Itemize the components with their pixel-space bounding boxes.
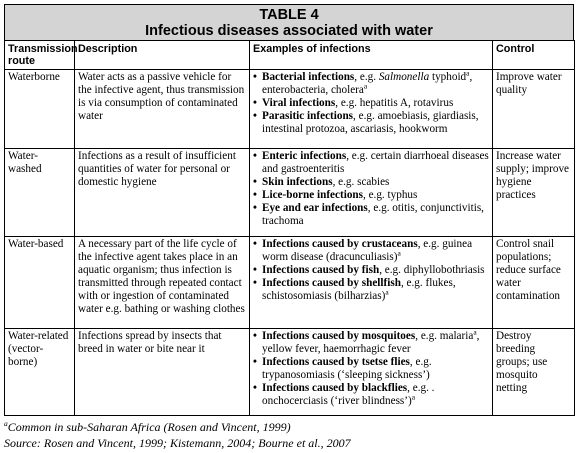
example-item <box>253 382 489 408</box>
example-category: Infections caused by tsetse flies <box>262 356 410 368</box>
table-row <box>5 70 575 149</box>
example-item <box>253 264 489 277</box>
example-category: Lice-borne infections <box>262 189 363 201</box>
example-text: , e.g. flukes, schistosomiasis (bilharzias) <box>262 277 456 302</box>
example-text: , e.g. scabies <box>332 176 390 188</box>
example-category: Parasitic infections <box>262 110 354 122</box>
table-row <box>5 149 575 237</box>
example-category: Infections caused by shellfish <box>262 277 401 289</box>
examples-cell <box>250 149 493 237</box>
header-route <box>5 41 78 70</box>
table-header-row <box>5 41 575 70</box>
control-cell: Increase water supply; improve hygiene practices <box>493 149 575 237</box>
control-cell: Improve water quality <box>493 70 575 149</box>
example-item <box>253 97 489 110</box>
example-item <box>253 202 489 228</box>
example-text: , yellow fever, haemorrhagic fever <box>262 330 480 355</box>
example-text: , e.g. diphyllobothriasis <box>379 264 485 276</box>
example-text: , e.g. hepatitis A, rotavirus <box>335 97 454 109</box>
control-cell: Destroy breeding groups; use mosquito netting <box>493 329 575 416</box>
footnote-marker: a <box>466 68 470 78</box>
control-cell: Control snail populations; reduce surface water contamination <box>493 237 575 329</box>
footnote-marker: a <box>473 327 477 337</box>
route-cell: Water-related (vector-borne) <box>5 329 75 416</box>
infectious-diseases-table <box>4 40 575 416</box>
examples-cell <box>250 237 493 329</box>
example-category: Infections caused by crustaceans <box>262 238 418 250</box>
header-examples: Examples of infections <box>250 41 493 70</box>
examples-cell <box>250 329 493 416</box>
example-category: Infections caused by blackflies <box>262 382 408 394</box>
table-row <box>5 237 575 329</box>
example-text: , e.g. trypanosomiasis (‘sleeping sickness’) <box>262 356 432 381</box>
example-item <box>253 356 489 382</box>
example-text: , e.g. . onchocerciasis (‘river blindness’) <box>262 382 435 407</box>
table-number: TABLE 4 <box>259 7 319 23</box>
example-item <box>253 277 489 303</box>
footnote-a <box>4 419 578 435</box>
example-italic: Salmonella <box>378 71 430 83</box>
footnote-marker: a <box>411 392 416 402</box>
route-cell: Water-washed <box>5 149 75 237</box>
example-text: , enterobacteria, cholera <box>262 71 473 96</box>
example-item <box>253 68 489 97</box>
examples-cell <box>250 70 493 149</box>
example-text: , e.g. typhus <box>362 189 418 201</box>
route-cell: Waterborne <box>5 70 75 149</box>
footnote-marker: a <box>385 287 389 297</box>
header-description: Description <box>75 41 250 70</box>
example-category: Enteric infections <box>262 150 347 162</box>
example-item <box>253 176 489 189</box>
header-route-line1: Transmission <box>8 43 78 55</box>
example-category: Viral infections <box>262 97 336 109</box>
description-cell: Infections spread by insects that breed in water or bite near it <box>75 329 250 416</box>
example-text: typhoid <box>429 71 467 83</box>
table-footnotes <box>4 419 578 451</box>
example-item <box>253 238 489 264</box>
footnote-marker: a <box>4 419 8 428</box>
example-item <box>253 110 489 136</box>
example-item <box>253 150 489 176</box>
example-text: , e.g. guinea worm disease (dracunculiasis) <box>262 238 473 263</box>
footnote-text: Common in sub-Saharan Africa (Rosen and Vincent, 1999) <box>7 420 291 434</box>
example-text: , e.g. amoebiasis, giardiasis, intestinal protozoa, ascariasis, hookworm <box>262 110 479 135</box>
example-item <box>253 327 489 356</box>
example-text: , e.g. otitis, conjunctivitis, trachoma <box>262 202 484 227</box>
table-row <box>5 329 575 416</box>
example-text: , e.g. <box>354 71 379 83</box>
example-text: , e.g. certain diarrhoeal diseases and gastroenteritis <box>262 150 489 175</box>
example-category: Skin infections <box>262 176 333 188</box>
footnote-marker: a <box>397 248 401 258</box>
table-caption: Infectious diseases associated with water <box>145 23 433 39</box>
header-route-line2: route <box>8 55 35 67</box>
example-category: Infections caused by mosquitoes <box>262 330 416 342</box>
route-cell: Water-based <box>5 237 75 329</box>
header-control: Control <box>493 41 575 70</box>
example-item <box>253 189 489 202</box>
source-note: Source: Rosen and Vincent, 1999; Kistemann, 2004; Bourne et al., 2007 <box>4 436 351 450</box>
example-text: , e.g. malaria <box>415 330 474 342</box>
description-cell: Infections as a result of insufficient quantities of water for personal or domestic hygiene <box>75 149 250 237</box>
example-category: Infections caused by fish <box>262 264 380 276</box>
description-cell: Water acts as a passive vehicle for the infective agent, thus transmission is via consumption of contaminated water <box>75 70 250 149</box>
example-category: Eye and ear infections <box>262 202 368 214</box>
description-cell: A necessary part of the life cycle of the infective agent takes place in an aquatic organism; thus infection is transmitted through repeated contact with or ingestion of contaminated water e.g. bathing or washing clothes <box>75 237 250 329</box>
table-title-box <box>4 4 574 41</box>
footnote-marker: a <box>363 81 368 91</box>
example-category: Bacterial infections <box>262 71 355 83</box>
